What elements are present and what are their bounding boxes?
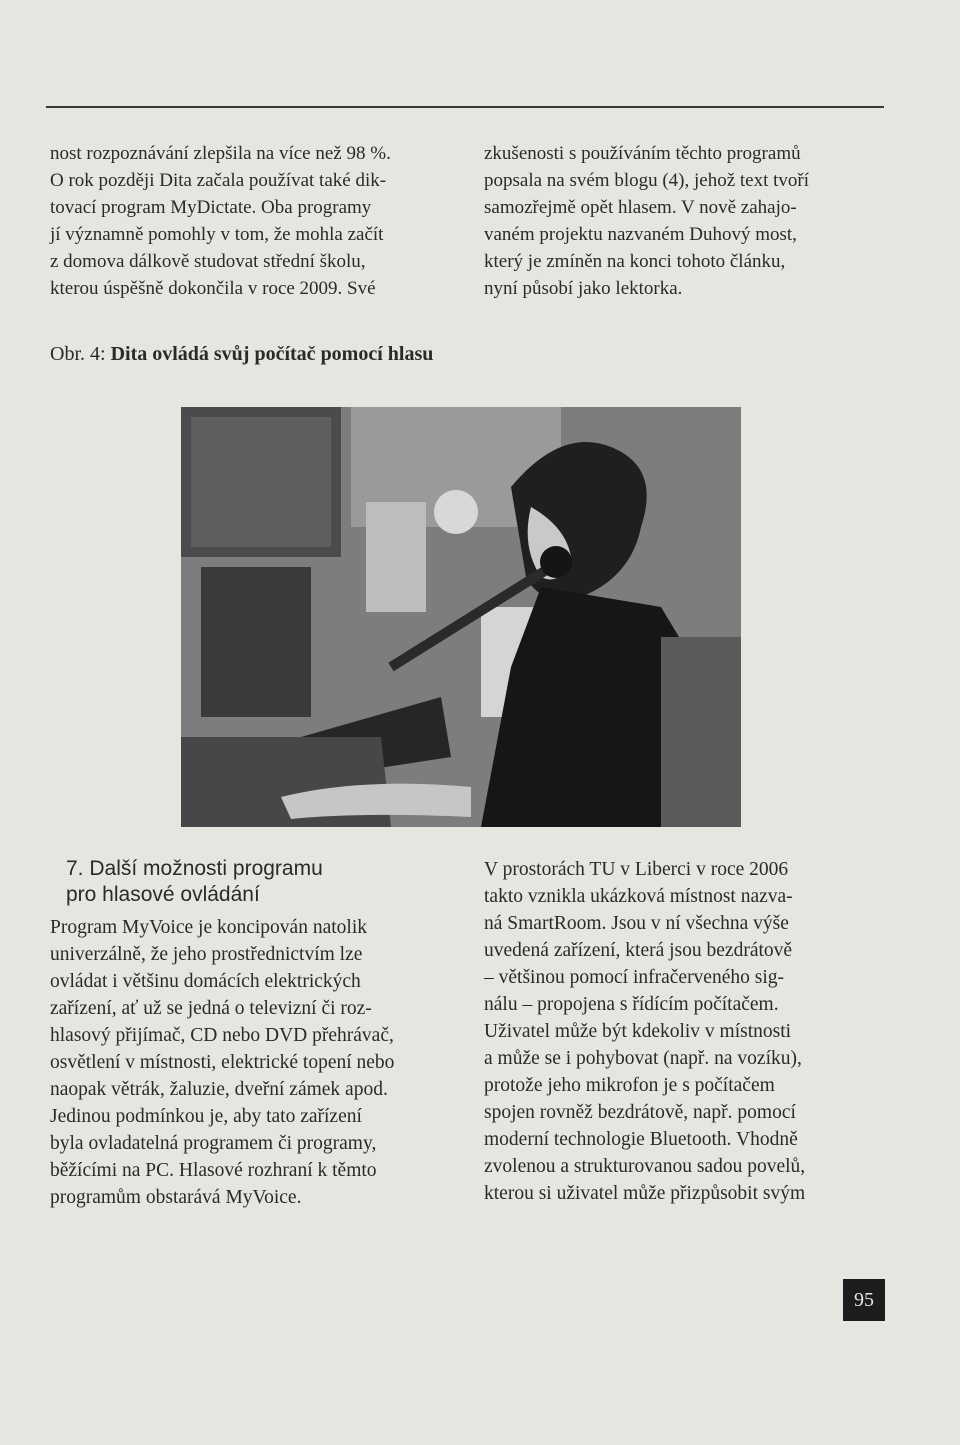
section-heading-line: pro hlasové ovládání <box>66 883 260 906</box>
photo-illustration <box>181 407 741 827</box>
text-line: popsala na svém blogu (4), jehož text tvoří <box>484 170 810 191</box>
text-line: a může se i pohybovat (např. na vozíku), <box>484 1048 802 1069</box>
text-line: spojen rovněž bezdrátově, např. pomocí <box>484 1102 796 1123</box>
text-line: běžícími na PC. Hlasové rozhraní k těmto <box>50 1160 377 1181</box>
text-line: z domova dálkově studovat střední školu, <box>50 251 366 272</box>
text-line: V prostorách TU v Liberci v roce 2006 <box>484 859 789 880</box>
text-line: jí významně pomohly v tom, že mohla začít <box>50 224 384 245</box>
figure-caption-text: Dita ovládá svůj počítač pomocí hlasu <box>110 343 434 365</box>
text-line: moderní technologie Bluetooth. Vhodně <box>484 1129 798 1150</box>
bottom-right-column <box>484 856 884 1207</box>
figure-label: Obr. 4: <box>50 343 106 365</box>
text-line: osvětlení v místnosti, elektrické topení nebo <box>50 1052 395 1073</box>
header-rule <box>46 106 884 108</box>
top-right-column <box>484 140 884 302</box>
text-line: ná SmartRoom. Jsou v ní všechna výše <box>484 913 789 934</box>
text-line: hlasový přijímač, CD nebo DVD přehrávač, <box>50 1025 394 1046</box>
top-left-column <box>50 140 450 302</box>
text-line: Program MyVoice je koncipován natolik <box>50 917 367 938</box>
text-line: programům obstarává MyVoice. <box>50 1187 302 1208</box>
figure-caption <box>50 340 650 368</box>
section-heading <box>66 856 446 908</box>
text-line: tovací program MyDictate. Oba programy <box>50 197 372 218</box>
text-line: zkušenosti s používáním těchto programů <box>484 143 801 164</box>
text-line: kterou si uživatel může přizpůsobit svým <box>484 1183 806 1204</box>
text-line: – většinou pomocí infračerveného sig- <box>484 967 784 988</box>
section-heading-line: 7. Další možnosti programu <box>66 857 323 880</box>
text-line: O rok později Dita začala používat také dik- <box>50 170 387 191</box>
text-line: kterou úspěšně dokončila v roce 2009. Své <box>50 278 376 299</box>
figure-photo <box>181 407 741 827</box>
text-line: protože jeho mikrofon je s počítačem <box>484 1075 775 1096</box>
text-line: uvedená zařízení, která jsou bezdrátově <box>484 940 793 961</box>
text-line: který je zmíněn na konci tohoto článku, <box>484 251 786 272</box>
text-line: byla ovladatelná programem či programy, <box>50 1133 377 1154</box>
text-line: zvolenou a strukturovanou sadou povelů, <box>484 1156 806 1177</box>
text-line: samozřejmě opět hlasem. V nově zahajo- <box>484 197 797 218</box>
bottom-left-column <box>50 914 450 1211</box>
text-line: nyní působí jako lektorka. <box>484 278 683 299</box>
text-line: ovládat i většinu domácích elektrických <box>50 971 361 992</box>
text-line: naopak větrák, žaluzie, dveřní zámek apod. <box>50 1079 388 1100</box>
text-line: zařízení, ať už se jedná o televizní či roz- <box>50 998 372 1019</box>
text-line: Uživatel může být kdekoliv v místnosti <box>484 1021 792 1042</box>
text-line: univerzálně, že jeho prostřednictvím lze <box>50 944 363 965</box>
text-line: vaném projektu nazvaném Duhový most, <box>484 224 797 245</box>
text-line: takto vznikla ukázková místnost nazva- <box>484 886 793 907</box>
text-line: nost rozpoznávání zlepšila na více než 98 %. <box>50 143 391 164</box>
text-line: Jedinou podmínkou je, aby tato zařízení <box>50 1106 362 1127</box>
page-number: 95 <box>843 1279 885 1321</box>
text-line: nálu – propojena s řídícím počítačem. <box>484 994 779 1015</box>
